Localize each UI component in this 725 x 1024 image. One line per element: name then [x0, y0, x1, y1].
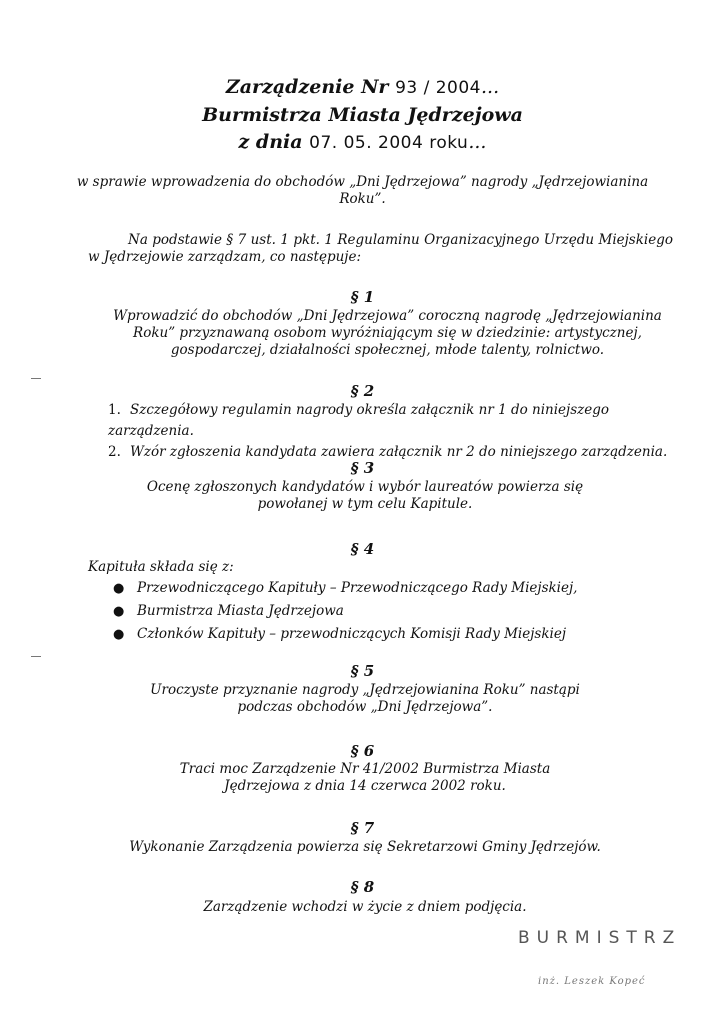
section-6-mark: § 6	[350, 742, 375, 760]
decree-title-dots: ...	[481, 76, 500, 98]
section-3-mark: § 3	[350, 459, 375, 477]
section-7-mark: § 7	[350, 819, 375, 837]
margin-mark	[31, 378, 41, 379]
decree-date-dots: ...	[468, 131, 487, 153]
list-item	[113, 623, 673, 646]
section-4-mark: § 4	[350, 540, 375, 558]
list-item-text: Burmistrza Miasta Jędrzejowa	[137, 603, 344, 619]
section-2-mark: § 2	[350, 382, 375, 400]
decree-issuer: Burmistrza Miasta Jędrzejowa	[202, 104, 523, 126]
list-item-text: Członków Kapituły – przewodniczących Komisji Rady Miejskiej	[137, 626, 567, 642]
list-item	[113, 577, 673, 600]
bullet-icon: ●	[113, 604, 125, 619]
section-4-list	[113, 577, 673, 646]
section-8-mark: § 8	[350, 878, 375, 896]
decree-title	[0, 76, 725, 98]
list-item-text: Szczegółowy regulamin nagrody określa załącznik nr 1 do niniejszego zarządzenia.	[108, 402, 610, 439]
list-item-number: 2.	[108, 444, 121, 460]
section-1-mark: § 1	[350, 288, 375, 306]
decree-title-prefix: Zarządzenie Nr	[225, 76, 396, 98]
section-1-text: Wprowadzić do obchodów „Dni Jędrzejowa” coroczną nagrodę „Jędrzejowianina Roku” przyznawaną osobom wyróżniającym się w dziedzinie: artystycznej, gospodarczej, działalności społecznej, młode talenty, rolnictwo.	[113, 308, 662, 358]
decree-subject: w sprawie wprowadzenia do obchodów „Dni Jędrzejowa” nagrody „Jędrzejowianina Roku”.	[76, 174, 649, 207]
list-item-text: Wzór zgłoszenia kandydata zawiera załącznik nr 2 do niniejszego zarządzenia.	[130, 444, 668, 460]
preamble: Na podstawie § 7 ust. 1 pkt. 1 Regulaminu Organizacyjnego Urzędu Miejskiego w Jędrzejowie zarządzam, co następuje:	[88, 232, 673, 265]
margin-mark	[31, 656, 41, 657]
decree-date-handwritten: 07. 05. 2004 roku	[309, 133, 469, 153]
list-item-text: Przewodniczącego Kapituły – Przewodniczącego Rady Miejskiej,	[137, 580, 578, 596]
list-item-number: 1.	[108, 402, 121, 418]
decree-number-handwritten: 93 / 2004	[395, 78, 481, 98]
section-6-text: Traci moc Zarządzenie Nr 41/2002 Burmistrza Miasta Jędrzejowa z dnia 14 czerwca 2002 roku.	[179, 761, 551, 794]
section-5-mark: § 5	[350, 662, 375, 680]
section-8-text: Zarządzenie wchodzi w życie z dniem podjęcia.	[203, 899, 527, 915]
section-5-text: Uroczyste przyznanie nagrody „Jędrzejowianina Roku” nastąpi podczas obchodów „Dni Jędrzejowa”.	[150, 682, 580, 715]
bullet-icon: ●	[113, 581, 125, 596]
bullet-icon: ●	[113, 627, 125, 642]
section-3-text: Ocenę zgłoszonych kandydatów i wybór laureatów powierza się powołanej w tym celu Kapitule.	[146, 479, 584, 512]
section-7-text: Wykonanie Zarządzenia powierza się Sekretarzowi Gminy Jędrzejów.	[129, 839, 601, 855]
decree-date-prefix: z dnia	[238, 131, 310, 153]
section-2-list	[108, 400, 688, 463]
mayor-stamp-title: BURMISTRZ	[518, 928, 682, 948]
mayor-stamp-name: inż. Leszek Kopeć	[538, 976, 646, 987]
decree-date	[0, 131, 725, 153]
list-item	[113, 600, 673, 623]
list-item	[108, 400, 688, 442]
section-4-intro: Kapituła składa się z:	[88, 559, 234, 575]
